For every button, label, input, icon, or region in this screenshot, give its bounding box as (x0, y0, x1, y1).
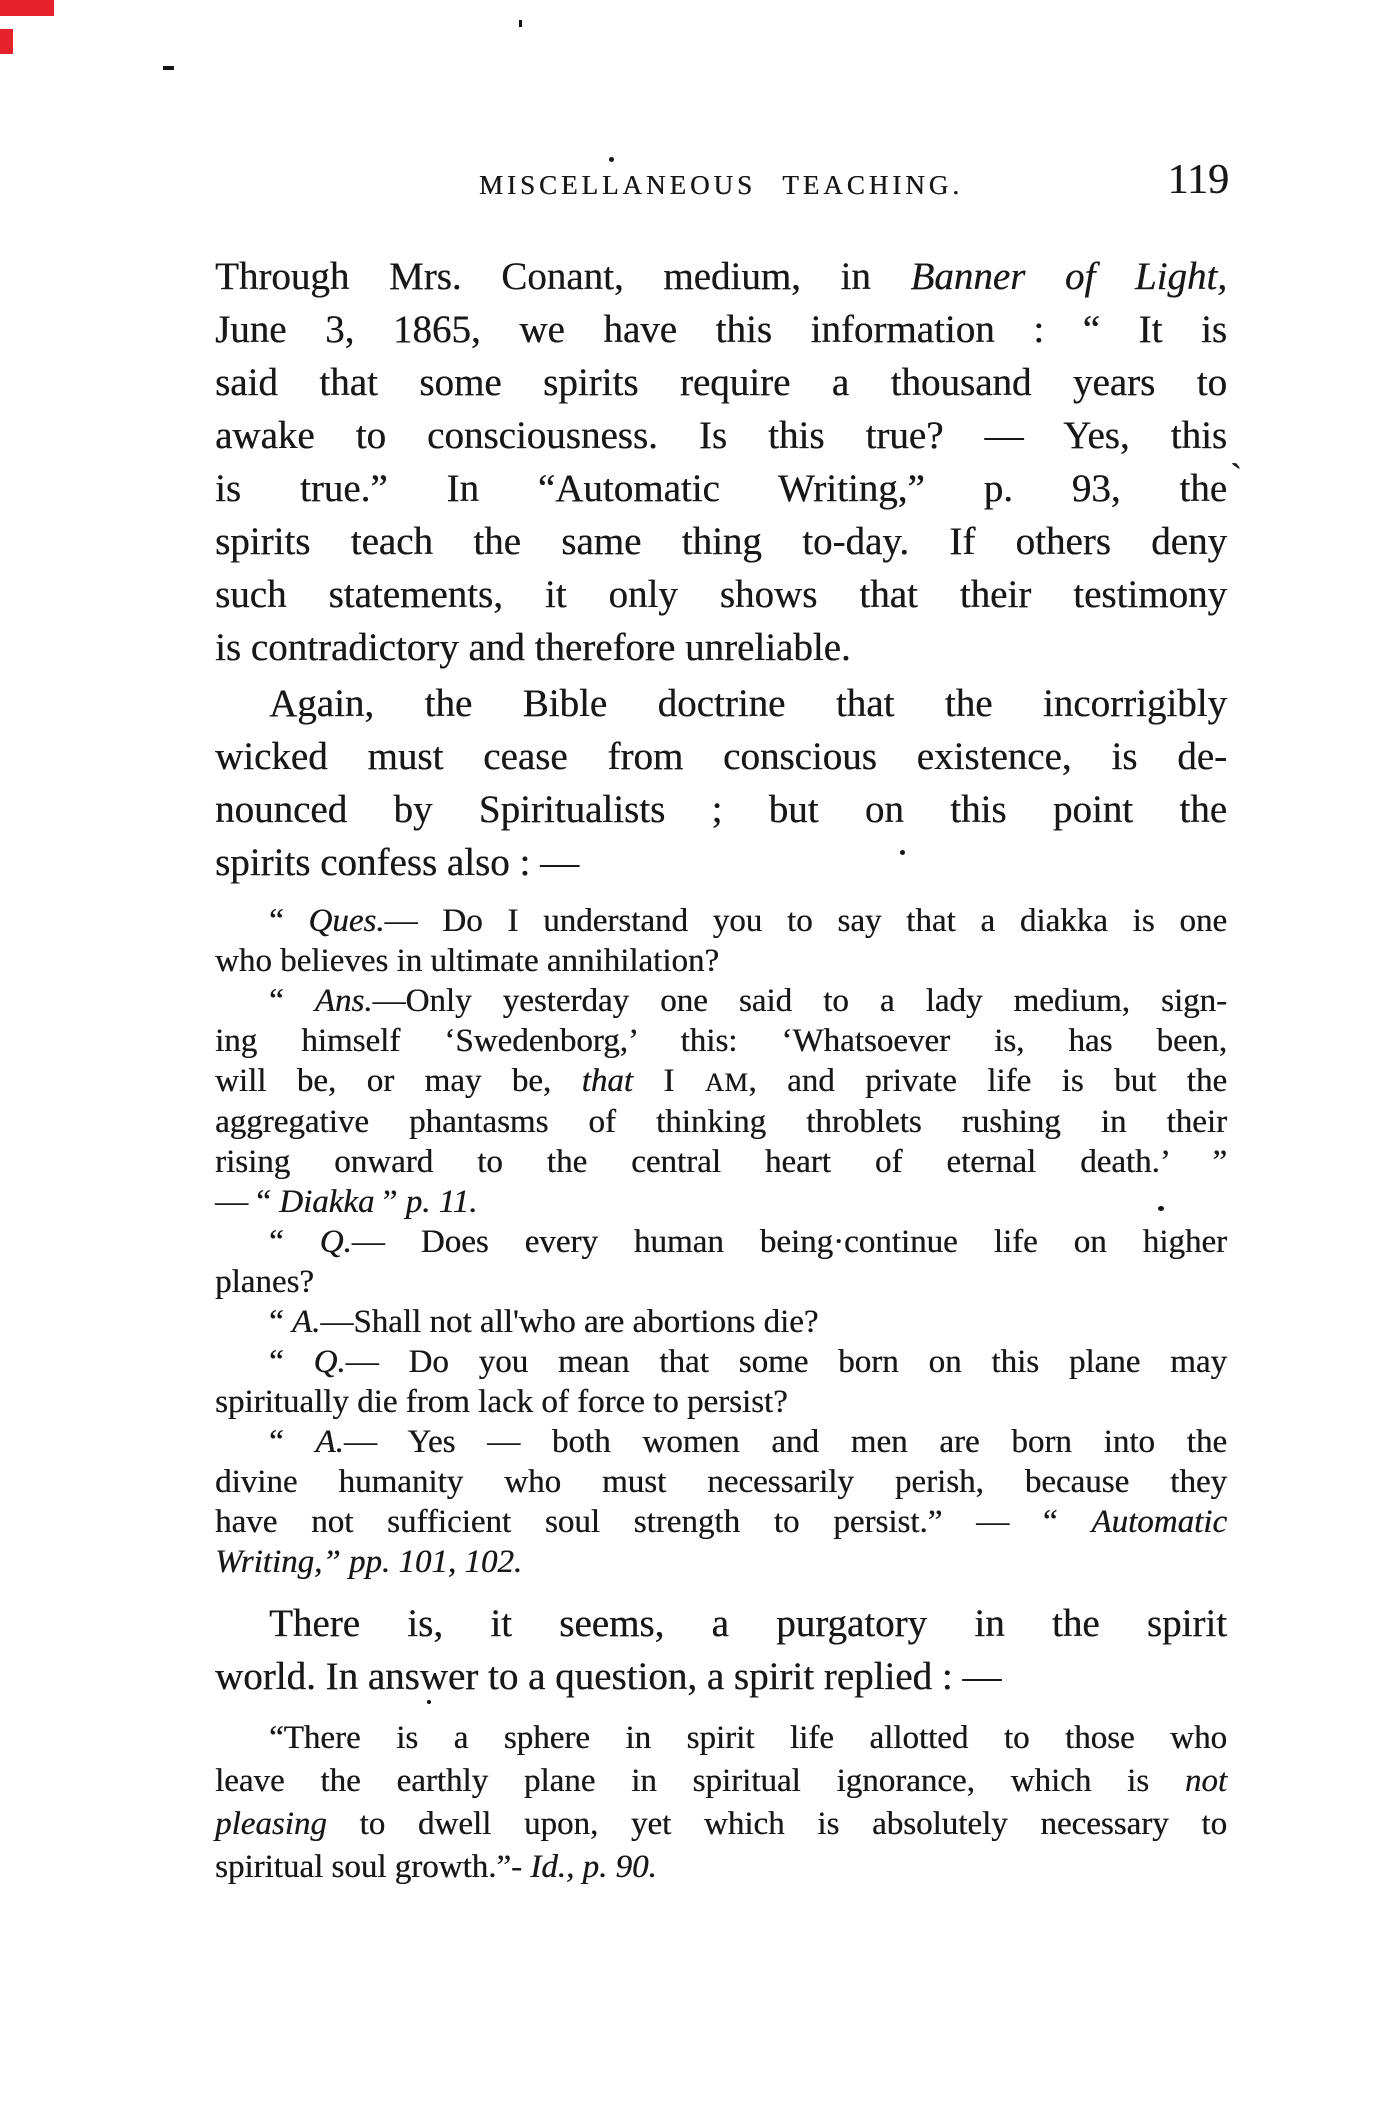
text-segment: Banner of Light, (910, 255, 1227, 298)
text-segment: “ (269, 1224, 320, 1260)
text-segment: Id., p. 90. (530, 1849, 657, 1885)
text-column (215, 0, 1227, 2128)
text-segment: said that some spirits require a thousand years to (215, 361, 1227, 404)
text-segment: wicked must cease from conscious existence, is de- (215, 735, 1227, 778)
text-segment: to dwell upon, yet which is absolutely necessary to (326, 1806, 1227, 1842)
text-line (215, 1597, 1227, 1650)
text-line (215, 1342, 1227, 1382)
page-number: 119 (1167, 157, 1229, 203)
text-line (215, 1717, 1227, 1760)
text-line (215, 409, 1227, 462)
text-line (215, 1061, 1227, 1102)
text-segment: awake to consciousness. Is this true? — Yes, this (215, 414, 1227, 457)
text-line (215, 1142, 1227, 1182)
text-line (215, 1650, 1227, 1703)
text-segment: “ (269, 1304, 292, 1340)
text-segment: spiritually die from lack of force to persist? (215, 1384, 788, 1420)
paragraph-2 (215, 677, 1227, 889)
text-line (215, 1302, 1227, 1342)
text-segment: Ans. (314, 983, 373, 1019)
text-segment: —Shall not all'who are abortions die? (320, 1304, 819, 1340)
text-segment: — Do I understand you to say that a diakka is one (384, 903, 1227, 939)
red-edge-mark (0, 0, 54, 16)
quotation-block-2 (215, 1717, 1227, 1889)
text-segment: — Yes — both women and men are born into the (343, 1424, 1227, 1460)
text-segment: divine humanity who must necessarily perish, because they (215, 1464, 1227, 1500)
text-segment: Automatic (1091, 1504, 1227, 1540)
text-segment: Through Mrs. Conant, medium, in (215, 255, 911, 298)
text-segment: is true.” In “Automatic Writing,” p. 93, the (215, 467, 1227, 510)
text-segment: Again, the Bible doctrine that the incorrigibly (269, 682, 1227, 725)
text-line (215, 1462, 1227, 1502)
text-segment: —Only yesterday one said to a lady medium, sign- (372, 983, 1228, 1019)
text-segment: is contradictory and therefore unreliable. (215, 626, 851, 669)
text-segment: world. In answer to a question, a spirit replied : — (215, 1655, 1002, 1698)
text-line (215, 1102, 1227, 1142)
text-segment: “ (269, 1344, 314, 1380)
text-segment: I (632, 1063, 705, 1099)
text-line (215, 1222, 1227, 1262)
text-segment: “ (269, 903, 309, 939)
text-segment: ing himself ‘Swedenborg,’ this: ‘Whatsoever is, has been, (215, 1023, 1227, 1059)
text-line (215, 981, 1227, 1021)
text-segment: have not sufficient soul strength to persist.” — “ (215, 1504, 1092, 1540)
text-segment: nounced by Spiritualists ; but on this point the (215, 788, 1227, 831)
text-line (215, 1422, 1227, 1462)
text-line (215, 730, 1227, 783)
text-segment: — Does every human being·continue life on higher (351, 1224, 1227, 1260)
text-segment: Ques. (308, 903, 385, 939)
text-segment: not (1184, 1763, 1227, 1799)
text-line (215, 901, 1227, 941)
text-segment: June 3, 1865, we have this information : “ It is (215, 308, 1227, 351)
text-line (215, 1542, 1227, 1582)
text-line (215, 568, 1227, 621)
text-segment: — “ (215, 1184, 280, 1220)
text-line (215, 1262, 1227, 1302)
paragraph-3 (215, 1597, 1227, 1703)
text-segment: p. 11. (405, 1184, 478, 1220)
text-segment: spirits teach the same thing to-day. If others deny (215, 520, 1227, 563)
text-segment: who believes in ultimate annihilation? (215, 943, 720, 979)
text-line (215, 1846, 1227, 1889)
text-line (215, 941, 1227, 981)
text-line (215, 677, 1227, 730)
text-segment: will be, or may be, (215, 1063, 582, 1099)
text-segment: pleasing (215, 1806, 327, 1842)
text-line (215, 836, 1227, 889)
text-segment: Writing,” pp. 101, 102. (215, 1544, 523, 1580)
text-segment: spiritual soul growth.”- (215, 1849, 531, 1885)
scan-speck (163, 66, 174, 70)
text-segment: A. (291, 1304, 321, 1340)
text-line (215, 621, 1227, 674)
text-line (215, 356, 1227, 409)
text-segment: “ (269, 1424, 316, 1460)
text-line (215, 515, 1227, 568)
text-segment: Q. (319, 1224, 352, 1260)
text-segment: planes? (215, 1264, 314, 1300)
text-segment: “There is a sphere in spirit life allotted to those who (269, 1720, 1227, 1756)
text-segment: ” (374, 1184, 406, 1220)
text-segment: rising onward to the central heart of eternal death.’ ” (215, 1144, 1227, 1180)
running-header (215, 156, 1227, 212)
text-segment: Q. (313, 1344, 346, 1380)
text-line (215, 1021, 1227, 1061)
text-segment: that (581, 1063, 633, 1099)
text-segment: — Do you mean that some born on this plane may (345, 1344, 1227, 1380)
text-line (215, 1760, 1227, 1803)
text-line (215, 783, 1227, 836)
quotation-block-1 (215, 901, 1227, 1582)
text-segment: , and private life is but the (748, 1063, 1227, 1099)
text-segment: AM (704, 1067, 749, 1097)
text-line (215, 250, 1227, 303)
text-segment: aggregative phantasms of thinking throblets rushing in their (215, 1104, 1227, 1140)
text-line (215, 303, 1227, 356)
paragraph-1 (215, 250, 1227, 674)
text-line (215, 1382, 1227, 1422)
running-header-title: MISCELLANEOUS TEACHING. (479, 170, 963, 200)
stray-apostrophe: ` (1230, 456, 1242, 496)
text-line (215, 1182, 1227, 1222)
text-line (215, 462, 1227, 515)
text-line (215, 1502, 1227, 1542)
text-segment: such statements, it only shows that their testimony (215, 573, 1227, 616)
text-segment: “ (269, 983, 315, 1019)
text-segment: Diakka (279, 1184, 375, 1220)
text-segment: leave the earthly plane in spiritual ignorance, which is (215, 1763, 1185, 1799)
text-segment: There is, it seems, a purgatory in the spirit (269, 1602, 1227, 1645)
text-segment: A. (315, 1424, 344, 1460)
text-segment: spirits confess also : — (215, 841, 579, 884)
red-edge-mark (0, 29, 13, 54)
text-line (215, 1803, 1227, 1846)
